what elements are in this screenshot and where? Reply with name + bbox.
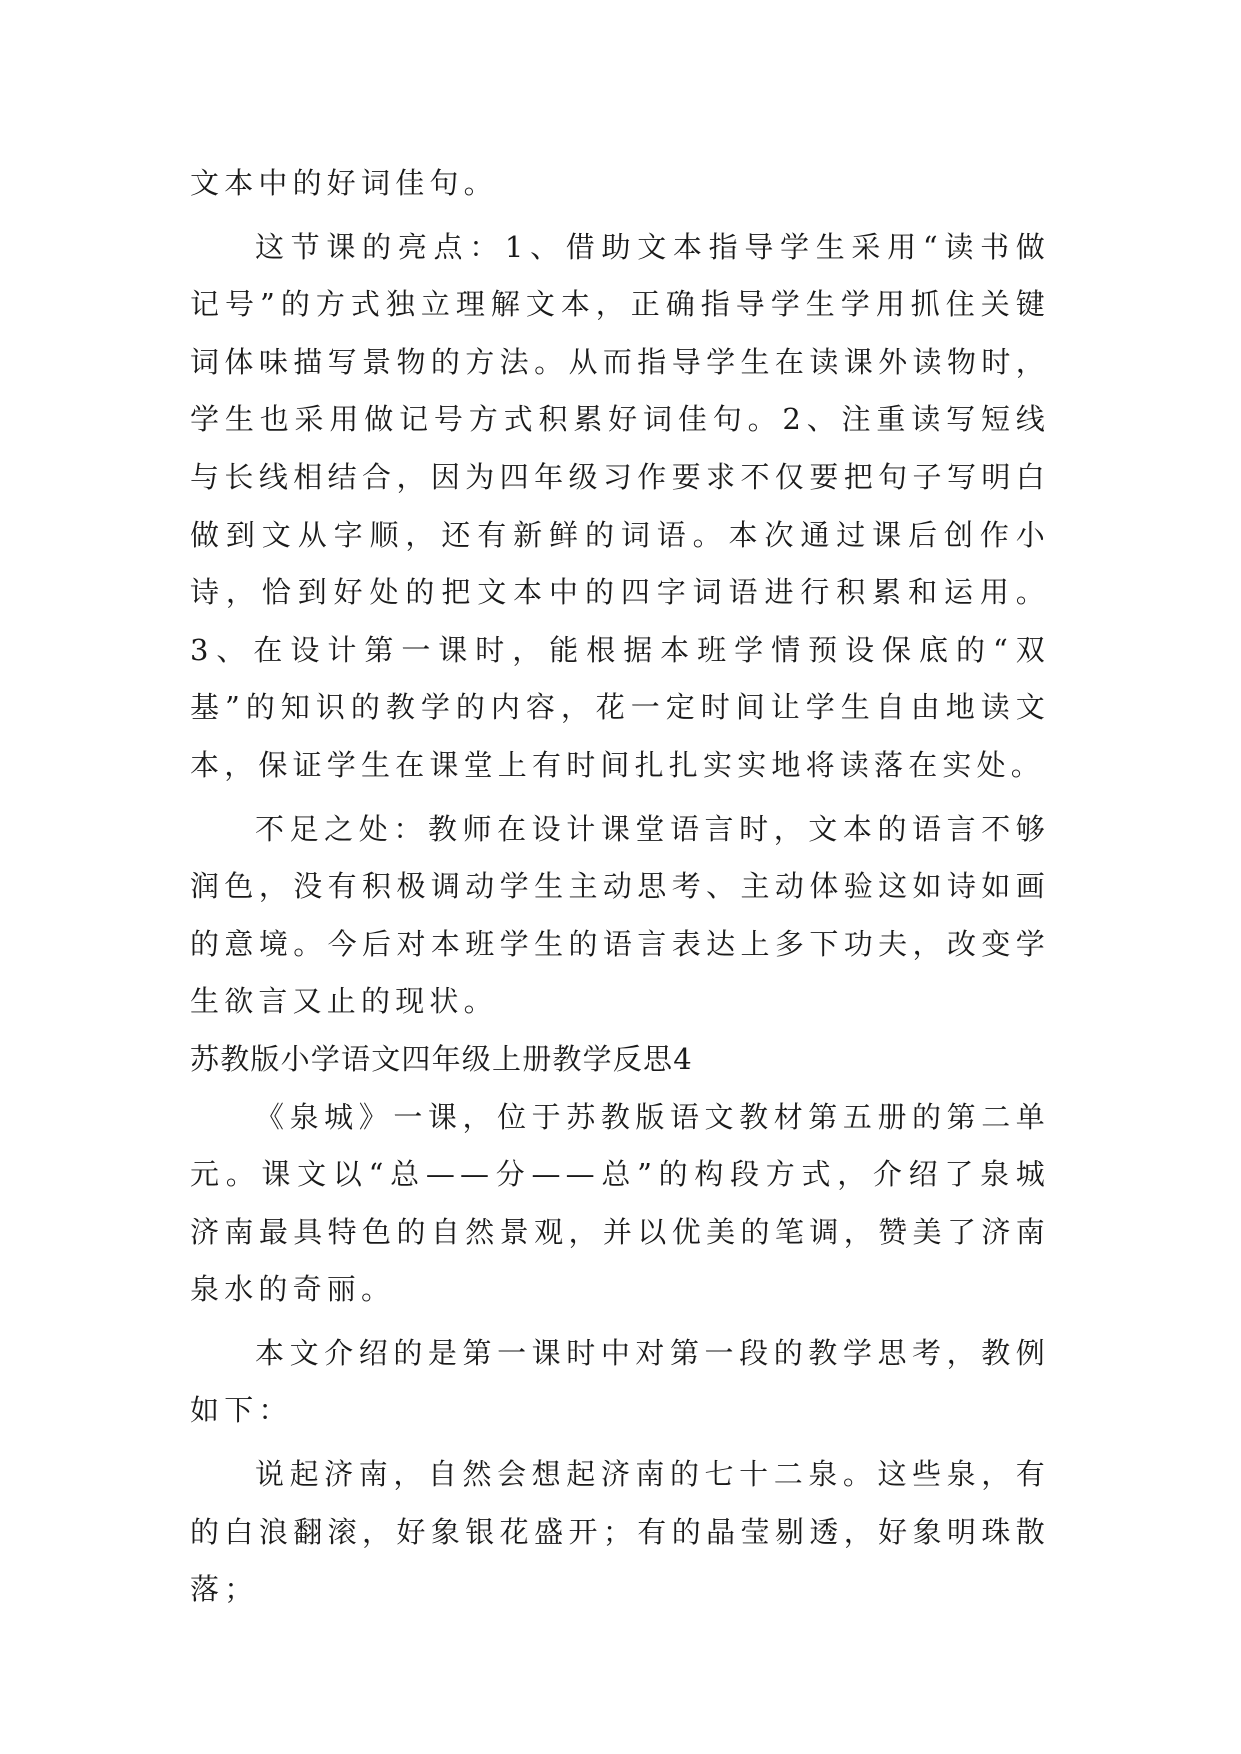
paragraph-highlights: 这节课的亮点：1、借助文本指导学生采用“读书做记号”的方式独立理解文本，正确指导学生学用抓住关键词体味描写景物的方法。从而指导学生在读课外读物时，学生也采用做记号方式积累好词佳句。2、注重读写短线与长线相结合，因为四年级习作要求不仅要把句子写明白做到文从字顺，还有新鲜的词语。本次通过课后创作小诗，恰到好处的把文本中的四字词语进行积累和运用。3、在设计第一课时，能根据本班学情预设保底的“双基”的知识的教学的内容，花一定时间让学生自由地读文本，保证学生在课堂上有时间扎扎实实地将读落在实处。 (190, 229, 1050, 782)
paragraph-continuation: 文本中的好词佳句。 (190, 166, 498, 200)
paragraph-intro: 《泉城》一课，位于苏教版语文教材第五册的第二单元。课文以“总——分——总”的构段方式，介绍了泉城济南最具特色的自然景观，并以优美的笔调，赞美了济南泉水的奇丽。 (190, 1099, 1050, 1307)
paragraph-shortcomings: 不足之处：教师在设计课堂语言时，文本的语言不够润色，没有积极调动学生主动思考、主动体验这如诗如画的意境。今后对本班学生的语言表达上多下功夫，改变学生欲言又止的现状。 (190, 811, 1050, 1019)
paragraph-quote: 说起济南，自然会想起济南的七十二泉。这些泉，有的白浪翻滚，好象银花盛开；有的晶莹剔透，好象明珠散落； (190, 1457, 1050, 1607)
paragraph-teaching-note: 本文介绍的是第一课时中对第一段的教学思考，教例如下： (190, 1335, 1050, 1428)
document-page (190, 155, 1050, 1619)
section-heading: 苏教版小学语文四年级上册教学反思4 (190, 1041, 693, 1076)
